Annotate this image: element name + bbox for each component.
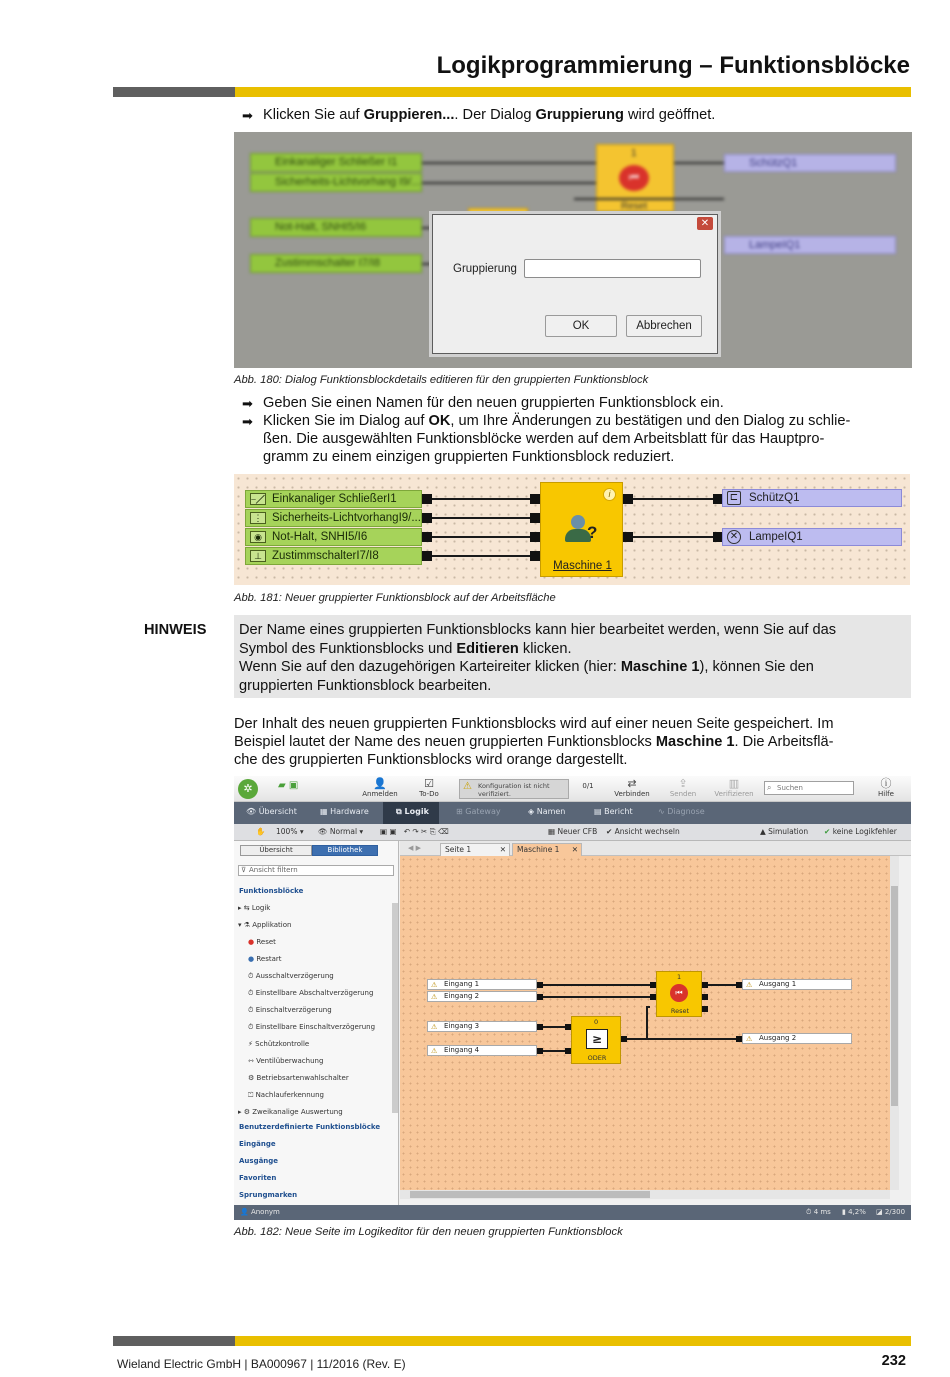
input-block: ⋮ Sicherheits-LichtvorhangI9/... bbox=[245, 509, 422, 527]
panel-scrollbar[interactable] bbox=[392, 903, 398, 1113]
todo-button[interactable]: ☑ To-Do bbox=[414, 778, 444, 798]
page-tabs bbox=[400, 841, 911, 856]
group-block-maschine-1[interactable] bbox=[540, 482, 623, 577]
tree-item[interactable]: ⚡ Schützkontrolle bbox=[248, 1040, 310, 1048]
pan-icon[interactable]: ✋ bbox=[256, 827, 266, 836]
input-block: ◉ Not-Halt, SNHI5/I6 bbox=[245, 528, 422, 546]
cancel-button[interactable]: Abbrechen bbox=[626, 315, 702, 337]
dialog-label: Gruppierung bbox=[453, 263, 517, 275]
close-icon[interactable]: ✕ bbox=[697, 217, 713, 230]
tree-item[interactable]: ⏱ Ausschaltverzögerung bbox=[248, 972, 334, 980]
tab-library[interactable]: Bibliothek bbox=[312, 845, 378, 856]
tree-item[interactable]: ⇿ Ventilüberwachung bbox=[248, 1057, 324, 1065]
output-block: ⊏ SchützQ1 bbox=[722, 489, 902, 507]
section-favorites[interactable]: Favoriten bbox=[239, 1174, 277, 1182]
status-time: ⏱ 4 ms bbox=[806, 1208, 831, 1216]
step-3: Klicken Sie im Dialog auf OK, um Ihre Änderungen zu bestätigen und den Dialog zu schlie- bbox=[263, 413, 851, 429]
page-title: Logikprogrammierung – Funktionsblöcke bbox=[436, 52, 910, 79]
section-function-blocks[interactable]: Funktionsblöcke bbox=[239, 887, 304, 895]
figure-182-logic-editor bbox=[234, 776, 911, 1220]
connect-button[interactable]: ⇄ Verbinden bbox=[614, 777, 650, 798]
edit-tools[interactable]: ▣ ▣ ↶ ↷ ✂ ⎘ ⌫ bbox=[380, 827, 449, 836]
canvas-input[interactable]: ⚠ Eingang 4 bbox=[427, 1045, 537, 1056]
page-number: 232 bbox=[881, 1353, 906, 1369]
connect-icon: ⇄ bbox=[627, 777, 637, 790]
tree-item[interactable]: ⏱ Einschaltverzögerung bbox=[248, 1006, 332, 1014]
figure-caption: Abb. 180: Dialog Funktionsblockdetails editieren für den gruppierten Funktionsblock bbox=[234, 374, 649, 386]
reset-block[interactable]: 1 ⏮ Reset bbox=[656, 971, 702, 1017]
switch-icon: ⎯╱ bbox=[251, 494, 265, 504]
status-percent: ▮ 4,2% bbox=[842, 1208, 866, 1216]
canvas-input[interactable]: ⚠ Eingang 1 bbox=[427, 979, 537, 990]
footer-text: Wieland Electric GmbH | BA000967 | 11/2016 (Rev. E) bbox=[117, 1357, 406, 1371]
verify-icon: ▥ bbox=[728, 777, 740, 790]
canvas-input[interactable]: ⚠ Eingang 3 bbox=[427, 1021, 537, 1032]
header-rule bbox=[113, 87, 911, 97]
main-toolbar bbox=[234, 776, 911, 802]
warning-icon: ⚠ bbox=[746, 1035, 753, 1043]
step-3-line-2: ßen. Die ausgewählten Funktionsblöcke werden auf dem Arbeitsblatt für das Hauptpro- bbox=[263, 431, 825, 447]
ok-button[interactable]: OK bbox=[545, 315, 617, 337]
logic-errors-status: ✔ keine Logikfehler bbox=[824, 827, 897, 836]
group-name-input[interactable] bbox=[524, 259, 701, 278]
login-button[interactable]: 👤 Anmelden bbox=[362, 777, 398, 798]
footer-rule bbox=[113, 1336, 911, 1346]
contactor-icon: ⊏ bbox=[727, 491, 741, 505]
input-block: Einkanaliger Schließer I1 bbox=[250, 153, 422, 172]
nav-names[interactable]: ◈ Namen bbox=[528, 807, 566, 816]
new-cfb-button[interactable]: ▦ Neuer CFB bbox=[548, 827, 598, 836]
search-icon: ⌕ bbox=[767, 783, 772, 792]
light-curtain-icon: ⋮ bbox=[250, 512, 266, 524]
tab-nav-arrows[interactable]: ◀ ▶ bbox=[408, 844, 421, 852]
warning-icon: ⚠ bbox=[463, 781, 472, 792]
search-input[interactable]: ⌕ Suchen bbox=[764, 781, 854, 795]
switch-view-button[interactable]: ✔ Ansicht wechseln bbox=[606, 827, 680, 836]
verification-warning[interactable]: ⚠ Konfiguration ist nicht verifiziert. bbox=[459, 779, 569, 799]
figure-180-dialog-screenshot bbox=[234, 132, 912, 368]
zoom-select[interactable]: 100% ▾ bbox=[276, 827, 304, 836]
canvas-scrollbar-horizontal[interactable] bbox=[400, 1190, 890, 1199]
tree-item-application[interactable]: ▾ ⚗ Applikation bbox=[238, 921, 292, 929]
warning-icon: ⚠ bbox=[431, 1047, 438, 1055]
paragraph-line: Der Inhalt des neuen gruppierten Funktionsblocks wird auf einer neuen Seite gespeichert. Im bbox=[234, 716, 834, 732]
send-icon: ⇪ bbox=[678, 777, 688, 790]
tree-item[interactable]: ⚙ Betriebsartenwahlschalter bbox=[248, 1074, 349, 1082]
nav-logic[interactable]: ⧉ Logik bbox=[396, 807, 429, 816]
library-panel bbox=[234, 841, 399, 1205]
info-icon[interactable]: i bbox=[603, 488, 616, 501]
nav-bar bbox=[234, 802, 911, 824]
filter-icon: ⊽ bbox=[241, 866, 247, 874]
tree-item-restart[interactable]: ● Restart bbox=[248, 955, 282, 963]
nav-diagnosis[interactable]: ∿ Diagnose bbox=[658, 807, 705, 816]
input-block: ⎯╱ Einkanaliger SchließerI1 bbox=[245, 490, 422, 508]
canvas-scrollbar-vertical[interactable] bbox=[890, 856, 899, 1190]
app-logo-icon: ✲ bbox=[238, 779, 258, 799]
status-user: 👤 Anonym bbox=[240, 1208, 280, 1216]
paragraph-line: che des gruppierten Funktionsblocks wird orange dargestellt. bbox=[234, 752, 628, 768]
help-icon: ⓘ bbox=[880, 777, 892, 790]
section-outputs[interactable]: Ausgänge bbox=[239, 1157, 279, 1165]
figure-181-grouped-block bbox=[234, 474, 910, 585]
oder-block[interactable]: 0 ≥ ODER bbox=[571, 1016, 621, 1064]
section-inputs[interactable]: Eingänge bbox=[239, 1140, 276, 1148]
warning-icon: ⚠ bbox=[431, 993, 438, 1001]
tree-item[interactable]: ▸ ⚙ Zweikanalige Auswertung bbox=[238, 1108, 343, 1116]
warning-icon: ⚠ bbox=[746, 981, 753, 989]
nav-gateway[interactable]: ⊞ Gateway bbox=[456, 807, 501, 816]
canvas-input[interactable]: ⚠ Eingang 2 bbox=[427, 991, 537, 1002]
tab-overview[interactable]: Übersicht bbox=[240, 845, 312, 856]
input-block: Sicherheits-Lichtvorhang I9/... bbox=[250, 173, 422, 192]
warning-icon: ⚠ bbox=[431, 981, 438, 989]
tree-item-logic[interactable]: ▸ ⇆ Logik bbox=[238, 904, 271, 912]
tab-maschine-1[interactable]: Maschine 1 ✕ bbox=[512, 843, 582, 856]
help-button[interactable]: ⓘ Hilfe bbox=[872, 778, 900, 798]
status-bar bbox=[234, 1205, 911, 1220]
output-block: SchützQ1 bbox=[724, 154, 896, 172]
reset-icon: ⏮ bbox=[670, 984, 688, 1002]
paragraph-line: Beispiel lautet der Name des neuen gruppierten Funktionsblocks Maschine 1. Die Arbeitsflä- bbox=[234, 734, 834, 750]
step-1: Klicken Sie auf Gruppieren.... Der Dialog Gruppierung wird geöffnet. bbox=[263, 107, 716, 123]
arrow-bullet-icon: ➡ bbox=[242, 414, 253, 429]
section-jump-labels[interactable]: Sprungmarken bbox=[239, 1191, 298, 1199]
note-box: Der Name eines gruppierten Funktionsblocks kann hier bearbeitet werden, wenn Sie auf das Symbol des Funktionsblocks und Editieren klicken. Wenn Sie auf den dazugehörigen Karteireiter klicken (hier: Maschine 1), können Sie den gruppierten Funktionsblock bearbeiten. bbox=[234, 615, 911, 698]
tree-item-reset[interactable]: ● Reset bbox=[248, 938, 276, 946]
tree-item[interactable]: ⏍ Nachlauferkennung bbox=[248, 1091, 324, 1099]
arrow-bullet-icon: ➡ bbox=[242, 396, 253, 411]
checklist-icon: ☑ bbox=[424, 777, 434, 790]
nav-report[interactable]: ▤ Bericht bbox=[594, 807, 633, 816]
emergency-stop-icon: ◉ bbox=[250, 531, 266, 543]
nav-overview[interactable]: 👁 Übersicht bbox=[246, 807, 297, 816]
verify-button[interactable]: ▥ Verifizieren bbox=[714, 777, 754, 798]
canvas-output[interactable]: ⚠ Ausgang 2 bbox=[742, 1033, 852, 1044]
warning-icon: ⚠ bbox=[431, 1023, 438, 1031]
simulation-button[interactable]: ▲ Simulation bbox=[760, 827, 809, 836]
arrow-bullet-icon: ➡ bbox=[242, 108, 253, 123]
section-custom-blocks[interactable]: Benutzerdefinierte Funktionsblöcke bbox=[239, 1123, 381, 1131]
gruppierung-dialog bbox=[432, 214, 718, 354]
input-block: ⊥ ZustimmschalterI7/I8 bbox=[245, 547, 422, 565]
status-pages: ◪ 2/300 bbox=[876, 1208, 906, 1216]
tab-page-1[interactable]: Seite 1 ✕ bbox=[440, 843, 510, 856]
tree-item[interactable]: ⏱ Einstellbare Einschaltverzögerung bbox=[248, 1023, 376, 1031]
logic-canvas[interactable] bbox=[400, 856, 890, 1190]
lamp-icon: ✕ bbox=[727, 530, 741, 544]
nav-hardware[interactable]: ▦ Hardware bbox=[320, 807, 369, 816]
figure-caption: Abb. 181: Neuer gruppierter Funktionsblock auf der Arbeitsfläche bbox=[234, 592, 556, 604]
editor-toolbar bbox=[234, 824, 911, 841]
input-block: Zustimmschalter I7/I8 bbox=[250, 254, 422, 273]
greater-equal-icon: ≥ bbox=[586, 1029, 608, 1049]
reset-icon: ⏮ bbox=[619, 165, 649, 191]
step-2: Geben Sie einen Namen für den neuen gruppierten Funktionsblock ein. bbox=[263, 395, 724, 411]
step-3-line-3: gramm zu einem einzigen gruppierten Funktionsblock reduziert. bbox=[263, 449, 675, 465]
output-block: LampeIQ1 bbox=[724, 236, 896, 254]
user-question-icon: ? bbox=[565, 515, 599, 545]
open-save-icons[interactable]: ▰ ▣ bbox=[278, 780, 299, 791]
canvas-output[interactable]: ⚠ Ausgang 1 bbox=[742, 979, 852, 990]
reset-block: 1 ⏮ Reset bbox=[596, 144, 674, 212]
output-block: ✕ LampeIQ1 bbox=[722, 528, 902, 546]
input-block: Not-Halt, SNHI5/I6 bbox=[250, 218, 422, 237]
figure-caption: Abb. 182: Neue Seite im Logikeditor für den neuen gruppierten Funktionsblock bbox=[234, 1226, 623, 1238]
tree-item[interactable]: ⏱ Einstellbare Abschaltverzögerung bbox=[248, 989, 374, 997]
user-icon: 👤 bbox=[373, 777, 387, 790]
filter-input[interactable]: ⊽ Ansicht filtern bbox=[238, 865, 394, 876]
block-name[interactable]: Maschine 1 bbox=[553, 560, 612, 572]
send-button[interactable]: ⇪ Senden bbox=[669, 777, 697, 798]
device-counter: 0/1 bbox=[582, 782, 594, 790]
enabling-switch-icon: ⊥ bbox=[250, 550, 266, 562]
view-mode-select[interactable]: 👁 Normal ▾ bbox=[318, 827, 364, 836]
note-label: HINWEIS bbox=[144, 622, 207, 638]
